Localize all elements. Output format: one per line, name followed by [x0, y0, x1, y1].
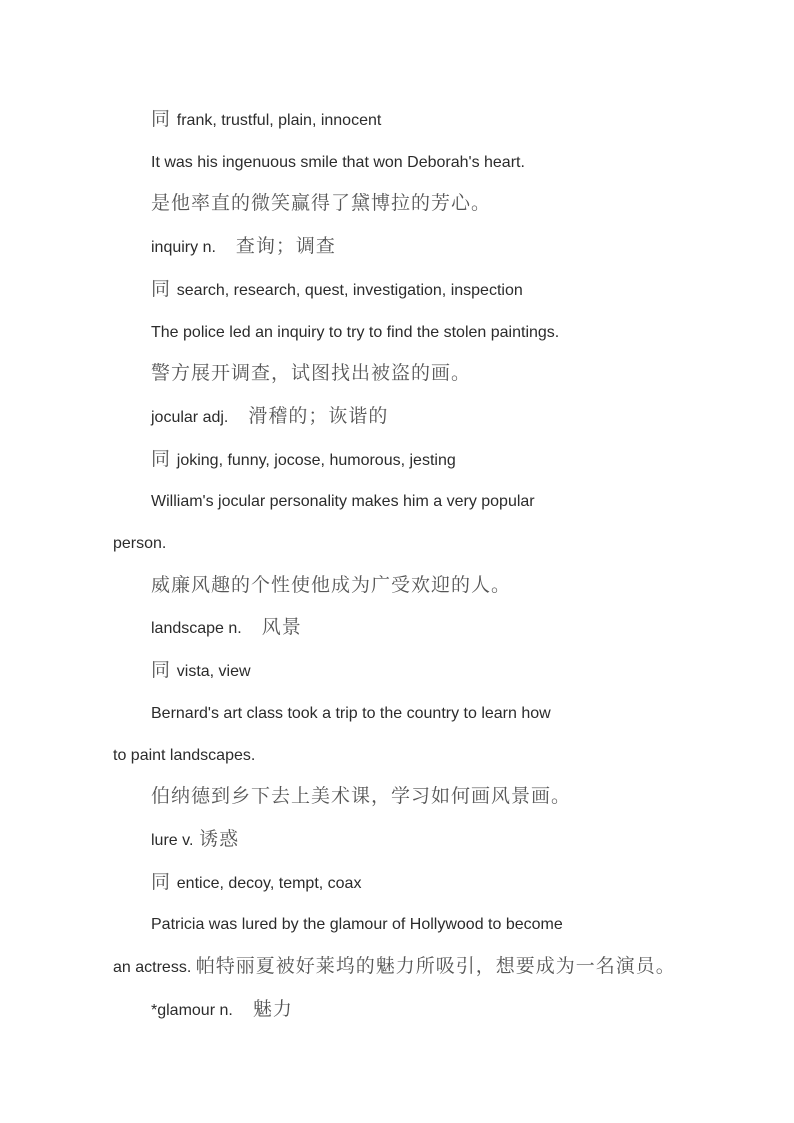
doc-line: [113, 142, 694, 184]
english-text: to paint landscapes.: [113, 746, 256, 764]
doc-line: [113, 481, 694, 523]
chinese-text: 威廉风趣的个性使他成为广受欢迎的人。: [151, 574, 512, 596]
english-text: lure v.: [151, 831, 194, 849]
english-text: inquiry n.: [151, 239, 216, 257]
chinese-text: 是他率直的微笑赢得了黛博拉的芳心。: [151, 193, 492, 215]
english-text: person.: [113, 535, 167, 553]
english-text: The police led an inquiry to try to find the stolen paintings.: [151, 323, 560, 341]
doc-line: [113, 904, 694, 946]
doc-line: [113, 99, 694, 142]
chinese-text: 魅力: [232, 998, 293, 1020]
chinese-text: 同: [151, 660, 177, 682]
doc-line: [113, 226, 694, 269]
chinese-text: 同: [151, 448, 177, 470]
doc-line: [113, 565, 694, 608]
doc-line: [113, 650, 694, 693]
chinese-text: 帕特丽夏被好莱坞的魅力所吸引，想要成为一名演员。: [195, 956, 676, 978]
chinese-text: 同: [151, 871, 177, 893]
doc-line: [113, 523, 694, 565]
doc-line: [113, 353, 694, 396]
english-text: vista, view: [176, 663, 251, 681]
english-text: Patricia was lured by the glamour of Hollywood to become: [151, 916, 563, 934]
doc-line: [113, 946, 694, 989]
chinese-text: 诱惑: [193, 828, 240, 850]
english-text: landscape n.: [151, 620, 242, 638]
english-text: It was his ingenuous smile that won Deborah's heart.: [151, 153, 525, 171]
doc-line: [113, 312, 694, 354]
doc-line: [113, 396, 694, 439]
english-text: entice, decoy, tempt, coax: [176, 874, 362, 892]
chinese-text: 同: [151, 278, 177, 300]
doc-line: [113, 862, 694, 905]
chinese-text: 滑稽的；诙谐的: [228, 405, 389, 427]
doc-line: [113, 183, 694, 226]
english-text: Bernard's art class took a trip to the country to learn how: [151, 704, 551, 722]
chinese-text: 查询；调查: [215, 236, 336, 258]
doc-line: [113, 735, 694, 777]
chinese-text: 警方展开调查，试图找出被盗的画。: [151, 363, 472, 385]
chinese-text: 同: [151, 109, 177, 130]
english-text: *glamour n.: [151, 1001, 233, 1019]
document-content: [113, 99, 694, 1031]
doc-line: [113, 439, 694, 482]
doc-line: [113, 607, 694, 650]
english-text: joking, funny, jocose, humorous, jesting: [176, 451, 456, 469]
chinese-text: 伯纳德到乡下去上美术课，学习如何画风景画。: [151, 786, 572, 808]
doc-line: [113, 989, 694, 1032]
doc-line: [113, 776, 694, 819]
english-text: William's jocular personality makes him a very popular: [151, 493, 535, 511]
doc-line: [113, 693, 694, 735]
english-text: an actress.: [113, 959, 196, 977]
chinese-text: 风景: [241, 617, 302, 639]
english-text: search, research, quest, investigation, inspection: [176, 281, 523, 299]
doc-line: [113, 269, 694, 312]
english-text: frank, trustful, plain, innocent: [176, 112, 382, 129]
doc-line: [113, 819, 694, 862]
english-text: jocular adj.: [151, 408, 229, 426]
